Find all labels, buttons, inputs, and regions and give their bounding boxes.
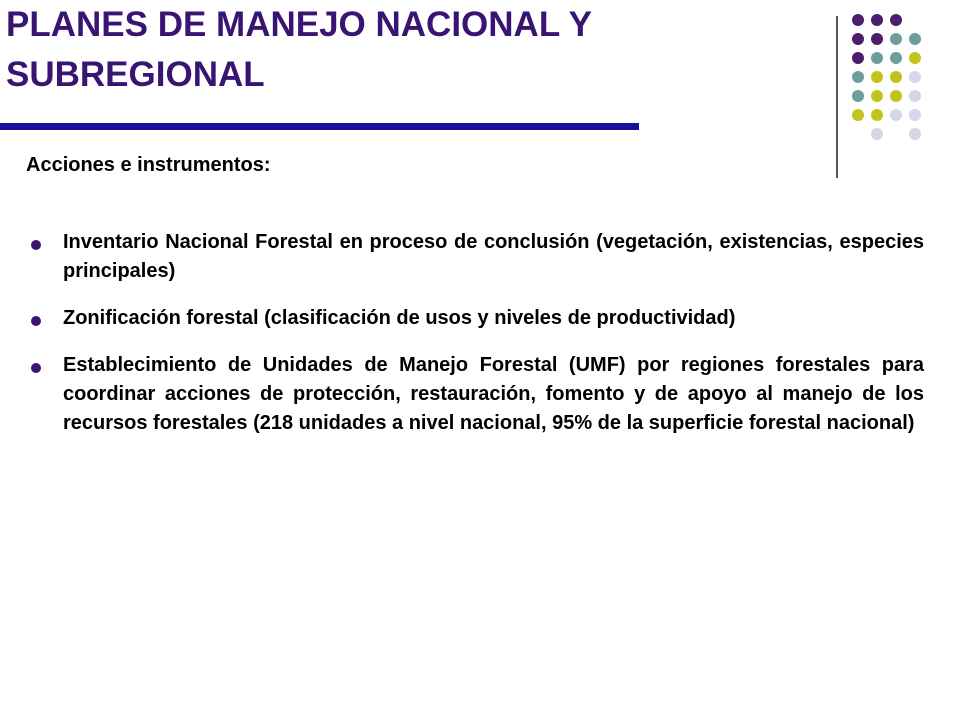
decorative-dot: [852, 109, 864, 121]
decorative-dot: [852, 33, 864, 45]
decorative-dot: [890, 109, 902, 121]
decorative-dot: [890, 14, 902, 26]
decorative-dot: [909, 52, 921, 64]
bullet-text: Inventario Nacional Forestal en proceso de conclusión (vegetación, existencias, especies principales): [63, 231, 924, 282]
bullet-text: Establecimiento de Unidades de Manejo Forestal (UMF) por regiones forestales para coordinar acciones de protección, restauración, fomento y de apoyo al manejo de los recursos forestales (218 unidades a nivel nacional, 95% de la superficie forestal nacional): [63, 354, 924, 434]
decorative-dot: [871, 71, 883, 83]
decorative-dot: [871, 90, 883, 102]
bullet-list: [26, 228, 924, 456]
decorative-dot: [890, 71, 902, 83]
title-underline: [0, 123, 639, 130]
slide-title: PLANES DE MANEJO NACIONAL Y SUBREGIONAL: [6, 5, 592, 94]
decorative-dot: [852, 14, 864, 26]
decorative-dot: [890, 90, 902, 102]
decorative-dot: [909, 33, 921, 45]
decorative-dot: [852, 52, 864, 64]
decorative-dot: [871, 52, 883, 64]
section-heading: Acciones e instrumentos:: [26, 154, 271, 176]
decorative-dot: [909, 128, 921, 140]
decorative-dot: [909, 71, 921, 83]
decorative-dot: [890, 52, 902, 64]
decorative-dot: [909, 90, 921, 102]
decorative-dot: [890, 33, 902, 45]
vertical-divider: [836, 16, 838, 178]
decorative-dot-grid: [852, 14, 952, 164]
bullet-dot-icon: [31, 240, 41, 250]
decorative-dot: [871, 14, 883, 26]
decorative-dot: [871, 33, 883, 45]
decorative-dot: [852, 71, 864, 83]
bullet-dot-icon: [31, 363, 41, 373]
bullet-item-inventario: [26, 228, 924, 286]
bullet-dot-icon: [31, 316, 41, 326]
decorative-dot: [871, 128, 883, 140]
decorative-dot: [909, 109, 921, 121]
bullet-item-umf: [26, 351, 924, 438]
bullet-item-zonificacion: [26, 304, 924, 333]
decorative-dot: [852, 90, 864, 102]
bullet-text: Zonificación forestal (clasificación de usos y niveles de productividad): [63, 307, 736, 329]
decorative-dot: [871, 109, 883, 121]
